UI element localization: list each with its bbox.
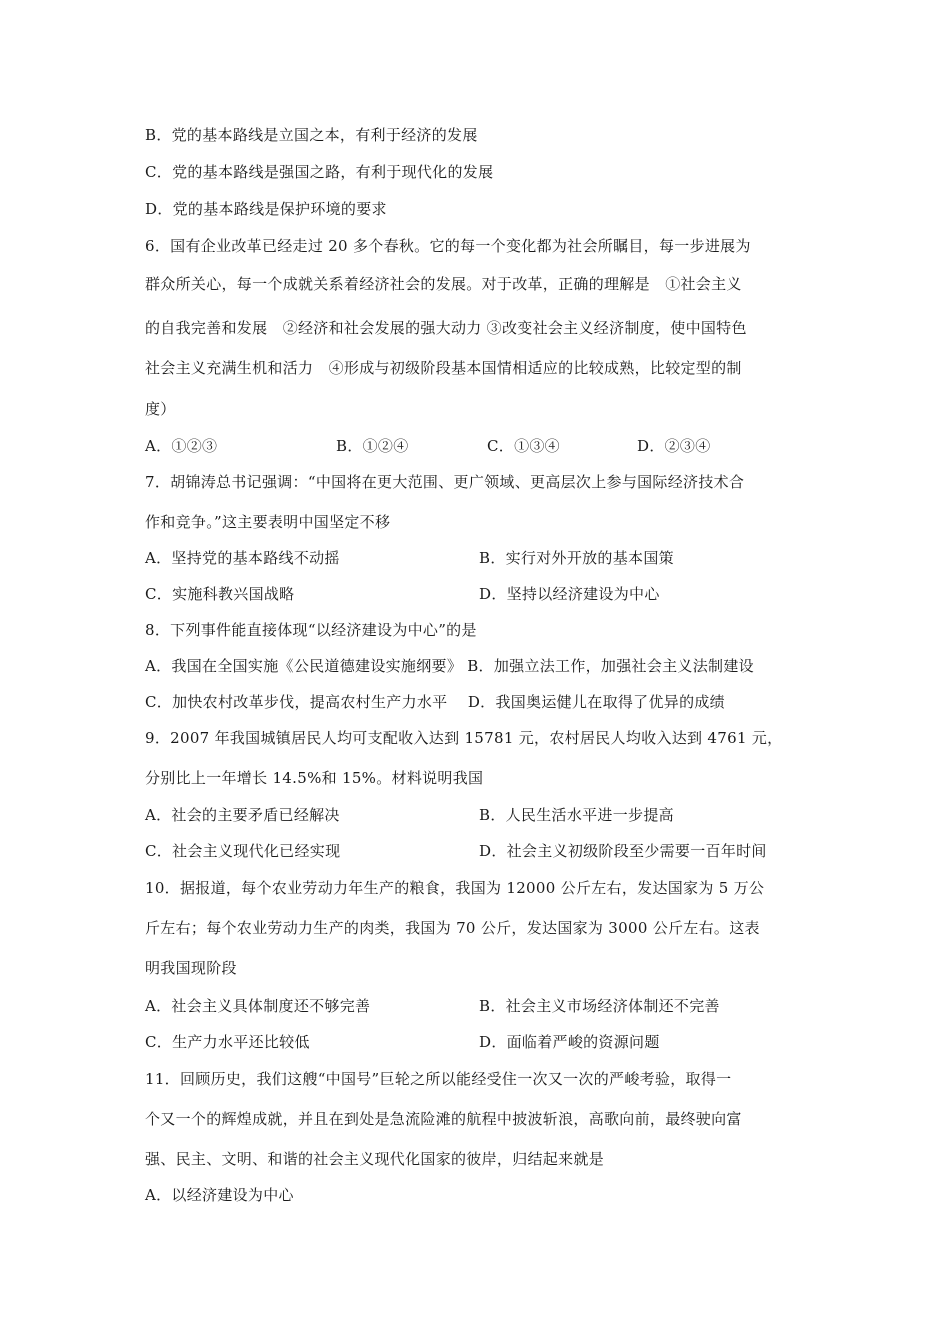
q7-option-b: B．实行对外开放的基本国策 — [479, 549, 674, 567]
q7-option-c: C．实施科教兴国战略 — [145, 585, 295, 603]
q9-option-d: D．社会主义初级阶段至少需要一百年时间 — [479, 842, 767, 860]
q9-option-c: C．社会主义现代化已经实现 — [145, 842, 341, 860]
q6-stem-line-3: 的自我完善和发展 ②经济和社会发展的强大动力 ③改变社会主义经济制度，使中国特色 — [145, 319, 747, 337]
q6-option-d: D．②③④ — [637, 437, 711, 455]
q7-option-a: A．坚持党的基本路线不动摇 — [145, 549, 340, 567]
q10-option-d: D．面临着严峻的资源问题 — [479, 1033, 660, 1051]
q11-stem-line-2: 个又一个的辉煌成就，并且在到处是急流险滩的航程中披波斩浪，高歌向前，最终驶向富 — [145, 1110, 742, 1128]
q6-stem-line-1: 6．国有企业改革已经走过 20 多个春秋。它的每一个变化都为社会所瞩目，每一步进展为 — [145, 237, 751, 255]
q9-stem-line-1: 9．2007 年我国城镇居民人均可支配收入达到 15781 元，农村居民人均收入达到 4761 元， — [145, 729, 783, 747]
q8-stem: 8．下列事件能直接体现“以经济建设为中心”的是 — [145, 621, 477, 639]
q8-options-row-1: A．我国在全国实施《公民道德建设实施纲要》 B．加强立法工作，加强社会主义法制建设 — [145, 657, 754, 675]
q9-option-b: B．人民生活水平进一步提高 — [479, 806, 674, 824]
q6-stem-line-2: 群众所关心，每一个成就关系着经济社会的发展。对于改革，正确的理解是 ①社会主义 — [145, 275, 742, 293]
q9-option-a: A．社会的主要矛盾已经解决 — [145, 806, 340, 824]
q6-option-b: B．①②④ — [336, 437, 409, 455]
q10-stem-line-3: 明我国现阶段 — [145, 959, 237, 977]
q10-stem-line-2: 斤左右；每个农业劳动力生产的肉类，我国为 70 公斤，发达国家为 3000 公斤左右。这表 — [145, 919, 760, 937]
q11-option-a: A．以经济建设为中心 — [145, 1186, 294, 1204]
q10-option-b: B．社会主义市场经济体制还不完善 — [479, 997, 720, 1015]
q10-stem-line-1: 10．据报道，每个农业劳动力年生产的粮食，我国为 12000 公斤左右，发达国家为 5 万公 — [145, 879, 765, 897]
q11-stem-line-1: 11．回顾历史，我们这艘“中国号”巨轮之所以能经受住一次又一次的严峻考验，取得一 — [145, 1070, 732, 1088]
q7-stem-line-2: 作和竞争。”这主要表明中国坚定不移 — [145, 513, 391, 531]
q5-option-d: D．党的基本路线是保护环境的要求 — [145, 200, 387, 218]
q7-stem-line-1: 7．胡锦涛总书记强调：“中国将在更大范围、更广领域、更高层次上参与国际经济技术合 — [145, 473, 745, 491]
q9-stem-line-2: 分别比上一年增长 14.5%和 15%。材料说明我国 — [145, 769, 484, 787]
q5-option-b: B．党的基本路线是立国之本，有利于经济的发展 — [145, 126, 478, 144]
q8-options-row-2: C．加快农村改革步伐，提高农村生产力水平 D．我国奥运健儿在取得了优异的成绩 — [145, 693, 725, 711]
q6-stem-line-5: 度） — [145, 400, 176, 418]
q6-option-c: C．①③④ — [487, 437, 560, 455]
q10-option-a: A．社会主义具体制度还不够完善 — [145, 997, 371, 1015]
q10-option-c: C．生产力水平还比较低 — [145, 1033, 310, 1051]
q7-option-d: D．坚持以经济建设为中心 — [479, 585, 660, 603]
q6-stem-line-4: 社会主义充满生机和活力 ④形成与初级阶段基本国情相适应的比较成熟，比较定型的制 — [145, 359, 742, 377]
q11-stem-line-3: 强、民主、文明、和谐的社会主义现代化国家的彼岸，归结起来就是 — [145, 1150, 605, 1168]
q6-option-a: A．①②③ — [145, 437, 218, 455]
q5-option-c: C．党的基本路线是强国之路，有利于现代化的发展 — [145, 163, 494, 181]
